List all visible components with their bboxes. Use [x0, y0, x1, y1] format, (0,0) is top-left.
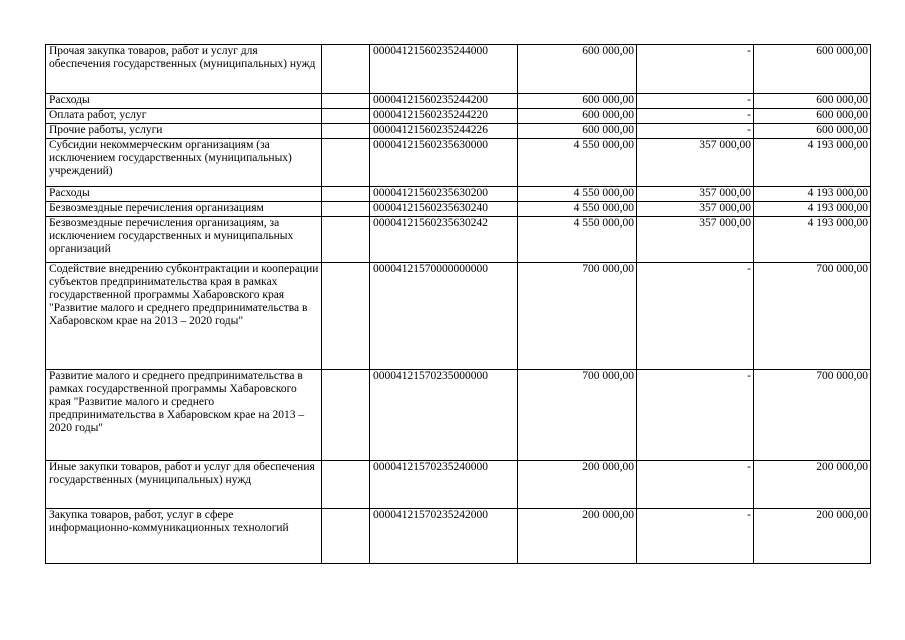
row-remaining-amount: 4 193 000,00: [754, 139, 871, 187]
row-code: 00004121560235630200: [370, 187, 518, 202]
table-row: [46, 94, 871, 109]
row-planned-amount: 600 000,00: [518, 94, 637, 109]
row-remaining-amount: 4 193 000,00: [754, 217, 871, 263]
row-code: 00004121560235244000: [370, 45, 518, 94]
row-code: 00004121570235240000: [370, 461, 518, 509]
row-code: 00004121570235242000: [370, 509, 518, 564]
row-code: 00004121560235244220: [370, 109, 518, 124]
row-planned-amount: 4 550 000,00: [518, 217, 637, 263]
row-remaining-amount: 200 000,00: [754, 509, 871, 564]
row-remaining-amount: 600 000,00: [754, 45, 871, 94]
table-row: [46, 139, 871, 187]
row-name: Расходы: [46, 187, 322, 202]
table-row: [46, 370, 871, 461]
empty-cell: [322, 45, 370, 94]
table-row: [46, 217, 871, 263]
row-planned-amount: 4 550 000,00: [518, 202, 637, 217]
row-planned-amount: 4 550 000,00: [518, 139, 637, 187]
row-remaining-amount: 700 000,00: [754, 263, 871, 370]
row-remaining-amount: 4 193 000,00: [754, 202, 871, 217]
row-planned-amount: 700 000,00: [518, 370, 637, 461]
row-remaining-amount: 700 000,00: [754, 370, 871, 461]
row-executed-amount: 357 000,00: [637, 202, 754, 217]
row-code: 00004121570000000000: [370, 263, 518, 370]
row-remaining-amount: 4 193 000,00: [754, 187, 871, 202]
row-remaining-amount: 200 000,00: [754, 461, 871, 509]
row-executed-amount: -: [637, 94, 754, 109]
row-remaining-amount: 600 000,00: [754, 94, 871, 109]
row-code: 00004121560235244200: [370, 94, 518, 109]
row-name: Субсидии некоммерческим организациям (за исключением государственных (муниципальных) учреждений): [46, 139, 322, 187]
row-planned-amount: 200 000,00: [518, 509, 637, 564]
table-row: [46, 461, 871, 509]
table-row: [46, 509, 871, 564]
row-name: Закупка товаров, работ, услуг в сфере информационно-коммуникационных технологий: [46, 509, 322, 564]
table-row: [46, 109, 871, 124]
row-code: 00004121560235630240: [370, 202, 518, 217]
row-code: 00004121560235630242: [370, 217, 518, 263]
table-row: [46, 187, 871, 202]
row-executed-amount: -: [637, 370, 754, 461]
row-name: Развитие малого и среднего предпринимательства в рамках государственной программы Хабаровского края "Развитие малого и среднего предпринимательства в Хабаровском крае на 2013 – 2020 годы": [46, 370, 322, 461]
row-planned-amount: 4 550 000,00: [518, 187, 637, 202]
row-code: 00004121570235000000: [370, 370, 518, 461]
row-planned-amount: 200 000,00: [518, 461, 637, 509]
row-executed-amount: 357 000,00: [637, 217, 754, 263]
empty-cell: [322, 139, 370, 187]
empty-cell: [322, 202, 370, 217]
row-name: Безвозмездные перечисления организациям, за исключением государственных и муниципальных организаций: [46, 217, 322, 263]
row-name: Прочие работы, услуги: [46, 124, 322, 139]
row-executed-amount: 357 000,00: [637, 139, 754, 187]
empty-cell: [322, 109, 370, 124]
row-executed-amount: -: [637, 109, 754, 124]
row-planned-amount: 700 000,00: [518, 263, 637, 370]
budget-document-page: [45, 44, 871, 564]
row-executed-amount: -: [637, 509, 754, 564]
empty-cell: [322, 217, 370, 263]
table-row: [46, 45, 871, 94]
budget-table: [45, 44, 871, 564]
row-executed-amount: -: [637, 45, 754, 94]
table-row: [46, 202, 871, 217]
empty-cell: [322, 124, 370, 139]
table-row: [46, 124, 871, 139]
row-planned-amount: 600 000,00: [518, 45, 637, 94]
row-executed-amount: -: [637, 461, 754, 509]
row-name: Иные закупки товаров, работ и услуг для обеспечения государственных (муниципальных) нужд: [46, 461, 322, 509]
row-executed-amount: 357 000,00: [637, 187, 754, 202]
row-remaining-amount: 600 000,00: [754, 109, 871, 124]
row-code: 00004121560235244226: [370, 124, 518, 139]
row-executed-amount: -: [637, 263, 754, 370]
row-remaining-amount: 600 000,00: [754, 124, 871, 139]
row-planned-amount: 600 000,00: [518, 124, 637, 139]
table-row: [46, 263, 871, 370]
empty-cell: [322, 187, 370, 202]
row-executed-amount: -: [637, 124, 754, 139]
row-code: 00004121560235630000: [370, 139, 518, 187]
row-planned-amount: 600 000,00: [518, 109, 637, 124]
empty-cell: [322, 370, 370, 461]
row-name: Расходы: [46, 94, 322, 109]
row-name: Безвозмездные перечисления организациям: [46, 202, 322, 217]
empty-cell: [322, 509, 370, 564]
empty-cell: [322, 461, 370, 509]
row-name: Оплата работ, услуг: [46, 109, 322, 124]
empty-cell: [322, 94, 370, 109]
row-name: Содействие внедрению субконтрактации и кооперации субъектов предпринимательства края в рамках государственной программы Хабаровского края "Развитие малого и среднего предпринимательства в Хабаровском крае на 2013 – 2020 годы": [46, 263, 322, 370]
row-name: Прочая закупка товаров, работ и услуг для обеспечения государственных (муниципальных) нужд: [46, 45, 322, 94]
empty-cell: [322, 263, 370, 370]
